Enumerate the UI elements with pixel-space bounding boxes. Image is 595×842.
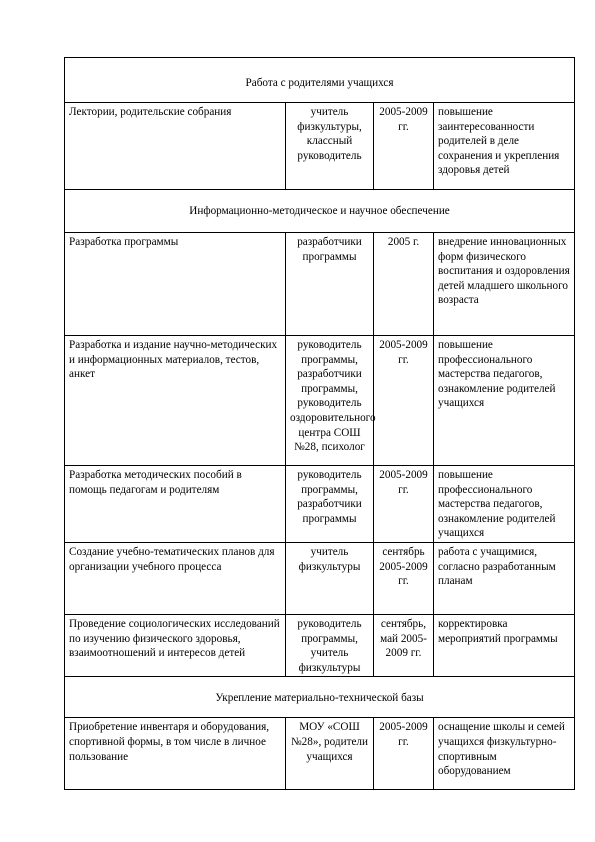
responsible-cell: МОУ «СОШ №28», родители учащихся bbox=[286, 718, 374, 790]
result-cell: оснащение школы и семей учащихся физкультурно-спортивным оборудованием bbox=[434, 718, 575, 790]
period-cell: 2005 г. bbox=[374, 233, 434, 336]
result-cell: повышение заинтересованности родителей в деле сохранения и укрепления здоровья детей bbox=[434, 103, 575, 190]
responsible-cell: учитель физкультуры bbox=[286, 542, 374, 614]
result-cell: повышение профессионального мастерства педагогов, ознакомление родителей учащихся bbox=[434, 466, 575, 543]
section-title: Работа с родителями учащихся bbox=[65, 58, 575, 103]
responsible-cell: учитель физкультуры, классный руководитель bbox=[286, 103, 374, 190]
activity-cell: Лектории, родительские собрания bbox=[65, 103, 286, 190]
period-cell: 2005-2009 гг. bbox=[374, 336, 434, 466]
activity-cell: Разработка методических пособий в помощь педагогам и родителям bbox=[65, 466, 286, 543]
result-cell: работа с учащимися, согласно разработанным планам bbox=[434, 542, 575, 614]
responsible-cell: руководитель программы, разработчики программы, руководитель оздоровительного центра СОШ №28, психолог bbox=[286, 336, 374, 466]
period-cell: сентябрь 2005-2009 гг. bbox=[374, 542, 434, 614]
result-cell: повышение профессионального мастерства педагогов, ознакомление родителей учащихся bbox=[434, 336, 575, 466]
table-row bbox=[65, 233, 575, 336]
activity-cell: Разработка программы bbox=[65, 233, 286, 336]
responsible-cell: руководитель программы, учитель физкультуры bbox=[286, 614, 374, 676]
activity-cell: Создание учебно-тематических планов для организации учебного процесса bbox=[65, 542, 286, 614]
period-cell: сентябрь, май 2005-2009 гг. bbox=[374, 614, 434, 676]
section-title: Укрепление материально-технической базы bbox=[65, 677, 575, 718]
activity-cell: Проведение социологических исследований по изучению физического здоровья, взаимоотношений и интересов детей bbox=[65, 614, 286, 676]
table-row bbox=[65, 466, 575, 543]
period-cell: 2005-2009 гг. bbox=[374, 103, 434, 190]
responsible-cell: разработчики программы bbox=[286, 233, 374, 336]
section-title: Информационно-методическое и научное обеспечение bbox=[65, 190, 575, 233]
table-row bbox=[65, 542, 575, 614]
plan-table bbox=[64, 57, 575, 790]
table-row bbox=[65, 103, 575, 190]
section-header-row bbox=[65, 677, 575, 718]
table-row bbox=[65, 336, 575, 466]
table-row bbox=[65, 718, 575, 790]
activity-cell: Приобретение инвентаря и оборудования, спортивной формы, в том числе в личное пользование bbox=[65, 718, 286, 790]
result-cell: корректировка мероприятий программы bbox=[434, 614, 575, 676]
period-cell: 2005-2009 гг. bbox=[374, 718, 434, 790]
table-row bbox=[65, 614, 575, 676]
activity-cell: Разработка и издание научно-методических и информационных материалов, тестов, анкет bbox=[65, 336, 286, 466]
section-header-row bbox=[65, 190, 575, 233]
section-header-row bbox=[65, 58, 575, 103]
period-cell: 2005-2009 гг. bbox=[374, 466, 434, 543]
responsible-cell: руководитель программы, разработчики программы bbox=[286, 466, 374, 543]
result-cell: внедрение инновационных форм физического воспитания и оздоровления детей младшего школьного возраста bbox=[434, 233, 575, 336]
